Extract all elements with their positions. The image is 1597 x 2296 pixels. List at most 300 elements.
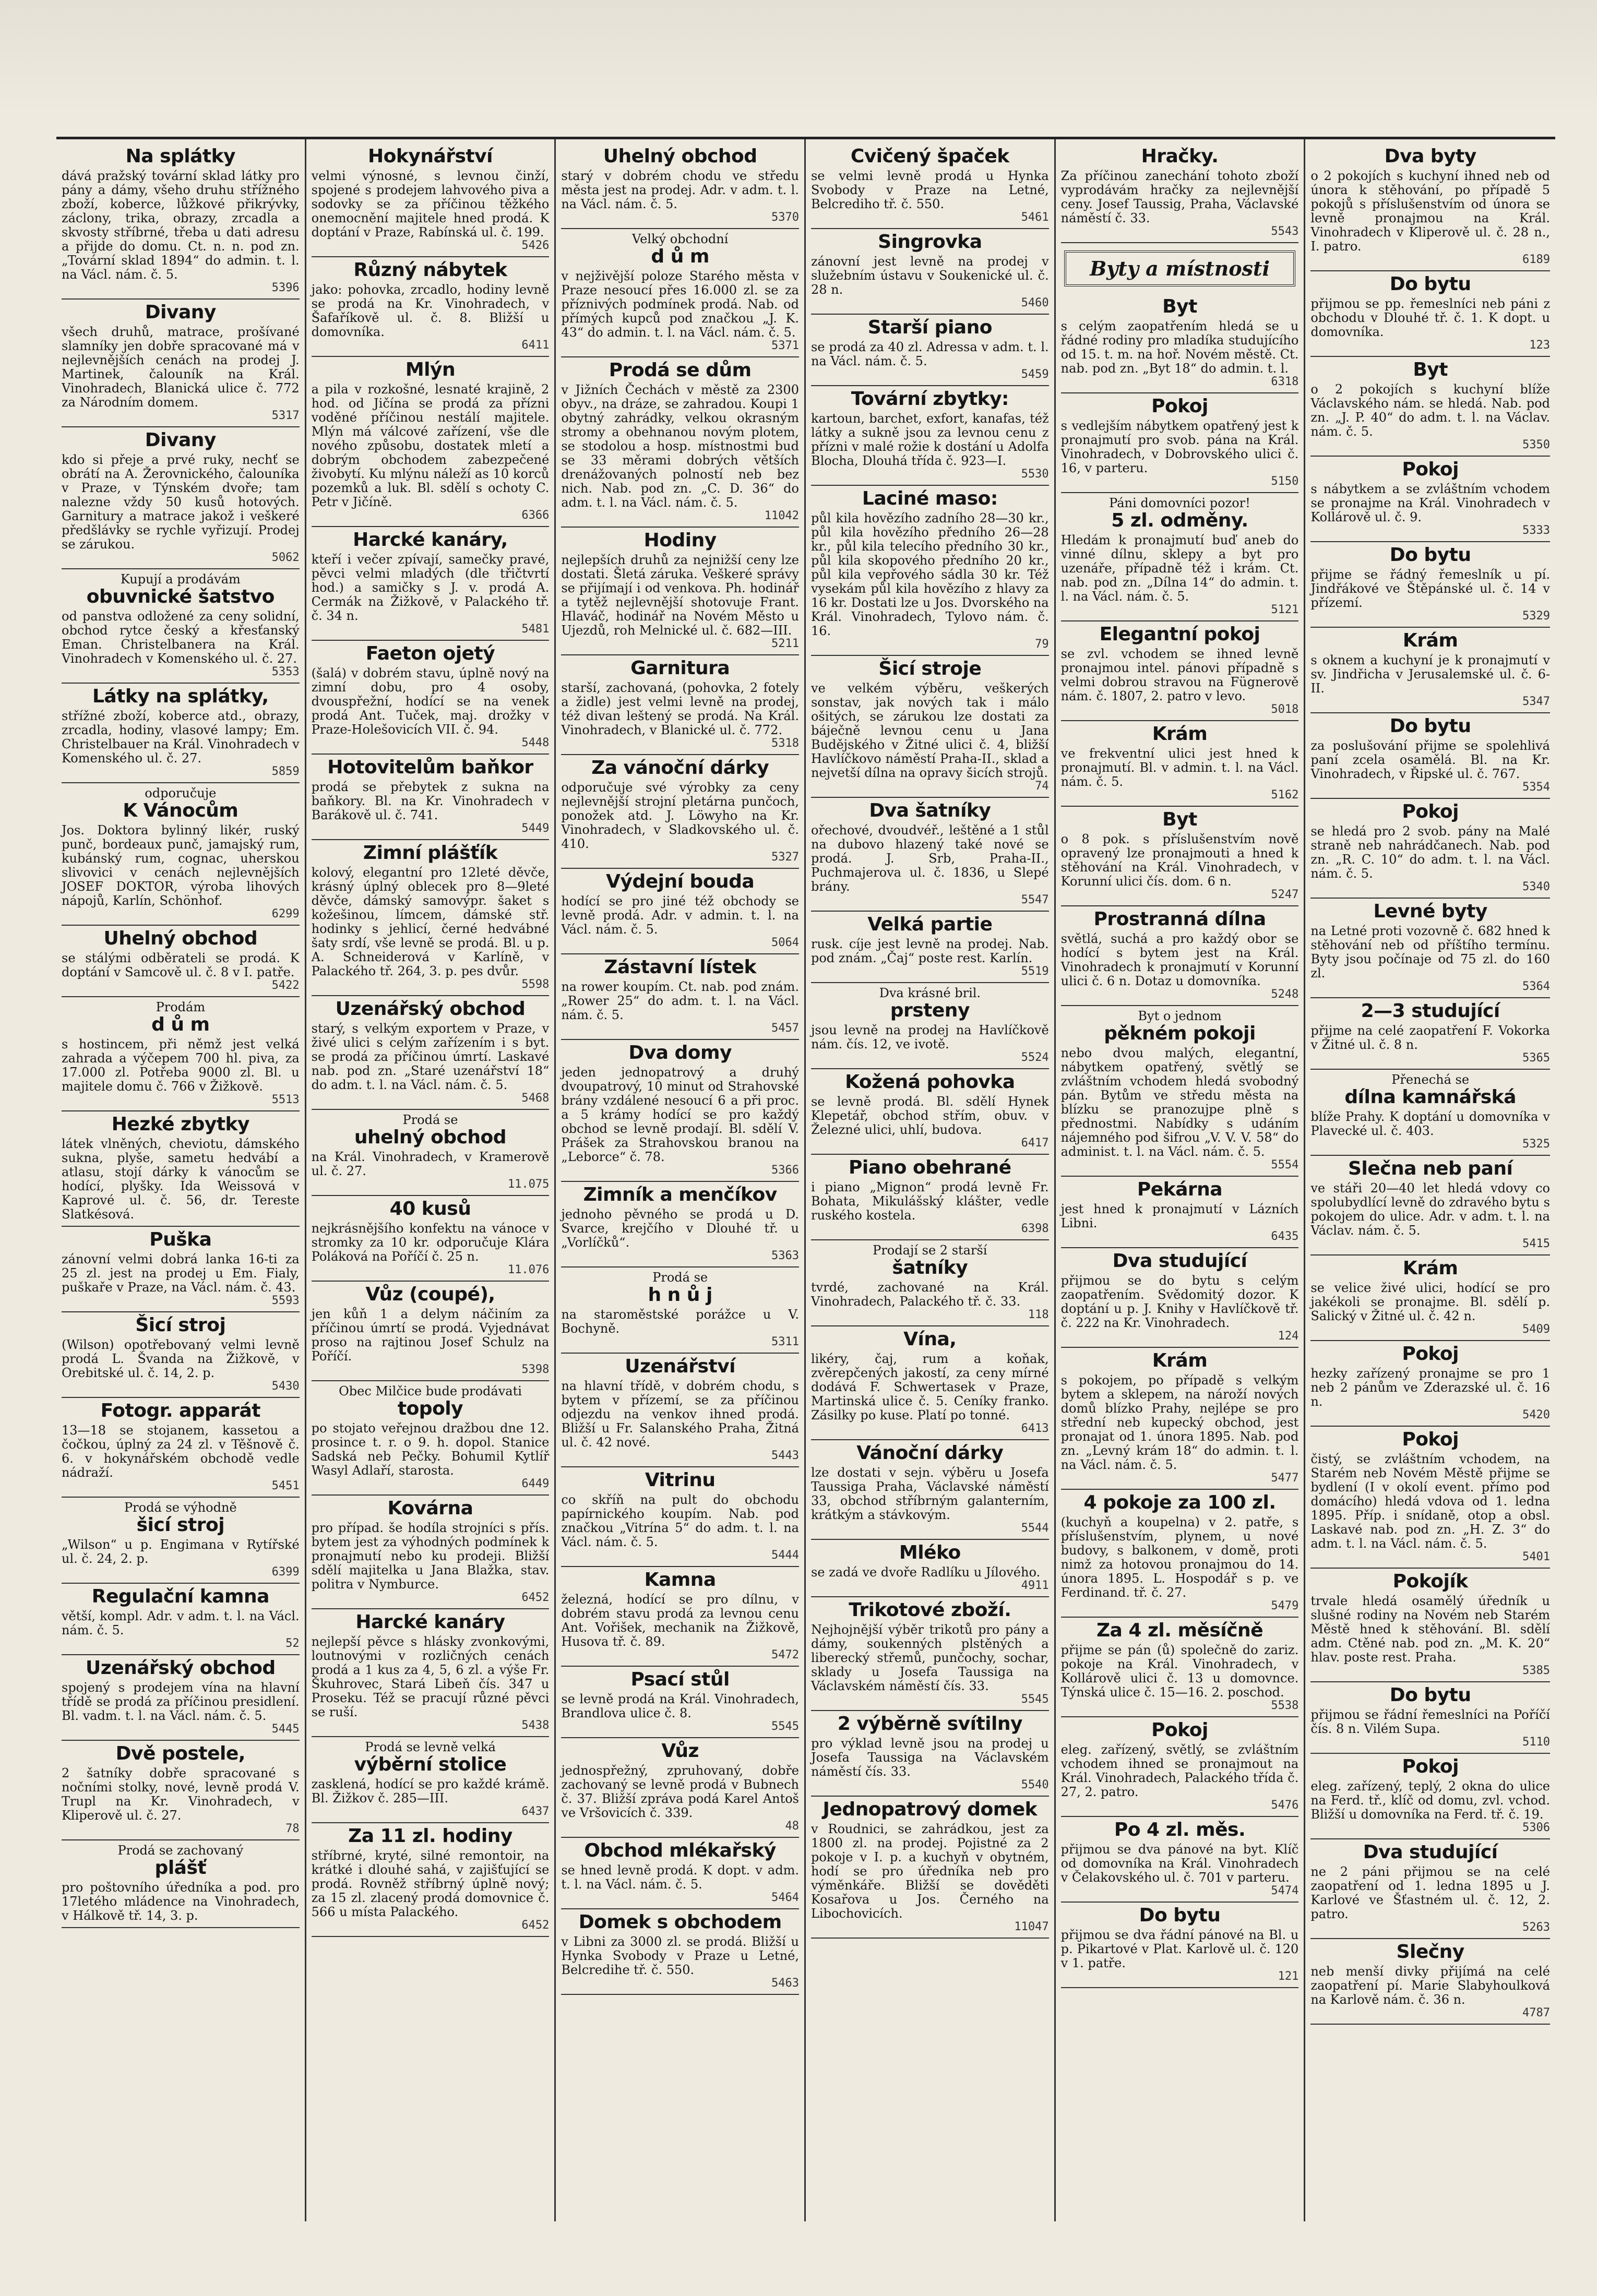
classified-ad [561, 1667, 799, 1738]
ad-number: 6411 [521, 339, 550, 352]
ad-text: eleg. zařízený, teplý, 2 okna do ulice na Ferd. tř., klíč od domu, zvl. vchod. Bližší u domovníka na Ferd. tř. č. 19. [1310, 1779, 1550, 1822]
classified-ad [811, 1440, 1049, 1540]
ad-title: Do bytu [1139, 1905, 1221, 1926]
ad-title: Kovárna [387, 1498, 473, 1519]
classified-ad [62, 1227, 300, 1312]
ad-text: přijme se pán (ů) společně do zariz. pokoje na Král. Vinohradech, v Kollárově ulici č. 13 u domovnce. Týnská ulice č. 15—16. 2. poschod. [1060, 1643, 1299, 1700]
ad-number: 6299 [271, 907, 300, 920]
classified-ad [1310, 1156, 1550, 1255]
ad-text: od panstva odložené za ceny solidní, obchod rytce český a křesťanský Eman. Christelbanera na Král. Vinohradech v Komenského ul. č. 27. [62, 609, 300, 666]
ad-text: trvale hledá osamělý úředník u slušné rodiny na Novém neb Starém Městě hned k stěhování. Bl. sdělí adm. Ctěné nab. pod zn. „M. K. 20“ hlav. poste rest. Praha. [1310, 1594, 1550, 1665]
ad-text: čistý, se zvláštním vchodem, na Starém neb Novém Městě přijme se bydlení (I v okolí event. přímo pod domácího) hledá vdova od 1. ledna 1895. Příp. i snídaně, otop a obsl. Laskavé nab. pod zn. „H. Z. 3“ do adm. t. l. na Václ. nám. č. 5. [1310, 1452, 1550, 1551]
column-3 [556, 139, 806, 2221]
ad-text: v Libni za 3000 zl. se prodá. Bližší u Hynka Svobody v Praze u Letné, Belcredihe tř. č. 550. [561, 1934, 799, 1977]
ad-number: 5545 [1021, 1693, 1049, 1706]
ad-text: tvrdé, zachované na Král. Vinohradech, Palackého tř. č. 33. [811, 1280, 1049, 1309]
ad-title: Na splátky [125, 146, 236, 167]
classified-ad [312, 1196, 550, 1282]
ad-title: Vůz (coupé), [365, 1284, 495, 1305]
classified-ad [811, 1240, 1049, 1326]
ad-text: přijmou se do bytu s celým zaopatřením. Svědomitý dozor. K doptání u p. J. Knihy v Havlíčkově tř. č. 222 na Kr. Vinohradech. [1060, 1273, 1299, 1330]
classified-ad [561, 528, 799, 655]
ad-pretitle: Přenechá se [1391, 1072, 1470, 1087]
ad-text: za poslušování přijme se spolehlivá paní zcela osamělá. Bl. na Kr. Vinohradech, v Řipské ul. č. 767. [1310, 738, 1550, 781]
ad-title: Zástavní lístek [604, 956, 756, 978]
classified-ad [1061, 1618, 1299, 1717]
ad-text: pro výklad levně jsou na prodej u Josefa Taussiga na Václavském náměstí čís. 33. [811, 1736, 1049, 1779]
classified-ad [62, 1312, 300, 1398]
classified-ad [561, 1267, 799, 1354]
ad-number: 5247 [1271, 888, 1299, 901]
ad-pretitle: Prodá se [402, 1113, 458, 1127]
classified-ad [312, 1282, 550, 1381]
classified-ad [1061, 1006, 1299, 1177]
classified-ad [811, 1069, 1049, 1155]
ad-number: 5422 [271, 979, 300, 992]
ad-number: 5110 [1522, 1736, 1550, 1749]
classified-ad [62, 300, 300, 427]
ad-title: Uhelný obchod [603, 146, 757, 167]
ad-title: Za vánoční dárky [591, 757, 769, 779]
section-heading: Byty a místnosti [1064, 250, 1296, 286]
ad-number: 5443 [771, 1449, 799, 1462]
ad-text: ve velkém výběru, veškerých sonstav, jak nových tak i málo ošitých, se zárukou lze dostati za báječně levnou cenu u Jana Budějského v Žitné ulici č. 4, bližší Havlíčkovo náměstí Praha-II., sklad a nejvetší dílna na opravy šicích strojů. [811, 681, 1049, 780]
ad-number: 48 [785, 1820, 799, 1833]
ad-text: s nábytkem a se zvláštním vchodem se pronajme na Král. Vinohradech v Kollárově ul. č. 9. [1310, 482, 1550, 524]
ad-number: 5363 [771, 1249, 799, 1262]
ad-text: železná, hodící se pro dílnu, v dobrém stavu prodá za levnou cenu Ant. Vořišek, mechanik na Žižkově, Husova tř. č. 89. [561, 1592, 799, 1649]
ad-text: o 8 pok. s příslušenstvím nově opravený lze pronajmouti a hned k stěhování na Král. Vinohradech, v Korunní ulici čís. dom. 6 n. [1060, 832, 1299, 889]
ad-text: látek vlněných, cheviotu, dámského sukna, plyše, sametu hedvábí a atlasu, stojí dárky k vánocům se hodící, plyšky. Ida Weissová v Kaprové ul. č. 56, dr. Tereste Slatkésová. [62, 1137, 300, 1222]
classified-ad [312, 1381, 550, 1496]
ad-text: neb menší divky přijímá na celé zaopatření pí. Marie Slabyhoulková na Karlově nám. č. 36 n. [1310, 1964, 1550, 2007]
classified-ad [1061, 1348, 1299, 1490]
ad-number: 5150 [1271, 475, 1299, 488]
ad-text: se prodá za 40 zl. Adressa v adm. t. l. na Václ. nám. č. 5. [811, 340, 1049, 368]
ad-pretitle: Prodá se zachovaný [117, 1843, 244, 1858]
ad-title: h n ů j [648, 1284, 712, 1306]
ad-title: Vánoční dárky [856, 1442, 1004, 1464]
ad-number: 5306 [1522, 1821, 1550, 1834]
ad-number: 4911 [1021, 1579, 1049, 1592]
ad-text: kteří i večer zpívají, samečky pravé, pěvci velmi mladých (dle třičtvrtí hod.) a samičky s J. v. prodá A. Cermák na Žižkově, v Palackého tř. č. 34 n. [311, 552, 550, 623]
ad-text: Hledám k pronajmutí buď aneb do vinné dílnu, sklepy a byt pro uzenáře, případně též i krám. Ct. nab. pod zn. „Dílna 14“ do admin. t. l. na Václ. nám. č. 5. [1060, 533, 1299, 604]
ad-title: Trikotové zboží. [849, 1599, 1011, 1621]
classified-ad [1310, 144, 1550, 271]
ad-text: o 2 pokojích s kuchyní ihned neb od února k stěhování, po případě 5 pokojů s příslušenstvím od února se levně pronajmou na Král. Vinohradech v Kliperově ul. č. 28 n., I. patro. [1310, 169, 1550, 254]
ad-pretitle: Kupují a prodávám [120, 572, 241, 587]
ad-number: 5409 [1522, 1323, 1550, 1336]
ad-text: (šalá) v dobrém stavu, úplně nový na zimní dobu, pro 4 osoby, dvouspřežní, hodící se na venek prodá Ant. Tuček, maj. drožky v Praze-Holešovicích VII. č. 94. [311, 666, 550, 737]
ad-number: 5545 [771, 1720, 799, 1733]
ad-title: Levné byty [1373, 901, 1487, 922]
ad-title: Pokoj [1402, 1756, 1459, 1777]
ad-text: prodá se přebytek z sukna na baňkory. Bl. na Kr. Vinohradech v Barákově ul. č. 741. [311, 780, 550, 822]
ad-number: 6318 [1271, 375, 1299, 388]
ad-title: Hotovitelům baňkor [327, 757, 533, 778]
classified-ad [1310, 271, 1550, 357]
ad-text: na rower koupím. Ct. nab. pod znám. „Rower 25“ do adm. t. l. na Václ. nám. č. 5. [561, 979, 799, 1022]
ad-number: 5333 [1522, 524, 1550, 537]
ad-title: výběrní stolice [354, 1754, 507, 1775]
ad-title: 2—3 studující [1361, 1000, 1500, 1022]
ad-title: Šicí stroje [878, 658, 982, 679]
ad-text: rusk. cíje jest levně na prodej. Nab. pod znám. „Čaj“ poste rest. Karlín. [811, 937, 1049, 965]
ad-number: 5448 [521, 736, 550, 749]
ad-pretitle: Dva krásné bril. [879, 986, 981, 1000]
ad-text: světlá, suchá a pro každý obor se hodící s bytem jest na Král. Vinohradech k pronajmutí v Korunní ulici č. 6 n. Dotaz u domovníka. [1060, 931, 1299, 988]
ad-title: Divany [145, 429, 216, 451]
ad-number: 5474 [1271, 1884, 1299, 1897]
ad-title: Pokoj [1151, 1719, 1208, 1741]
classified-ad [561, 655, 799, 755]
ad-number: 5519 [1021, 965, 1049, 978]
ad-pretitle: odporučuje [145, 786, 217, 800]
ad-number: 123 [1529, 339, 1550, 352]
ad-title: Jednopatrový domek [823, 1799, 1038, 1820]
ad-text: jeden jednopatrový a druhý dvoupatrový, 10 minut od Strahovské brány vzdálené nesoucí 6 a při proc. a 5 krámy hodící se pro každý obchod se levně prodají. Bl. sdělí V. Prášek za Strahovskou branou na „Leborce“ č. 78. [561, 1065, 799, 1164]
ad-title: Slečna neb paní [1348, 1158, 1513, 1179]
classified-ad [62, 1584, 300, 1655]
ad-number: 5547 [1021, 893, 1049, 906]
ad-text: v Roudnici, se zahrádkou, jest za 1800 zl. na prodej. Pojistné za 2 pokoje v I. p. a kuchyň v obytném, hodí se pro úředníka neb pro výměnkáře. Bližší se dověděti Kosařova u Jos. Černého na Libochovicích. [811, 1822, 1049, 1921]
ad-number: 5449 [521, 822, 550, 835]
ad-title: Regulační kamna [91, 1586, 269, 1607]
ad-number: 6435 [1271, 1230, 1299, 1243]
ad-text: jest hned k pronajmutí v Lázních Libni. [1060, 1202, 1299, 1230]
classified-ad [1310, 1682, 1550, 1754]
column-1 [56, 139, 306, 2221]
ad-number: 5445 [271, 1723, 300, 1736]
ad-text: nejkrásnějšího konfektu na vánoce v stromky za 10 kr. odporučuje Klára Poláková na Poříčí č. 25 n. [311, 1221, 550, 1264]
ad-title: Pokoj [1402, 459, 1459, 480]
ad-text: se zvl. vchodem se ihned levně pronajmou intel. pánovi případně s velmi dobrou stravou na Fügnerově nám. č. 1807, 2. patro v levo. [1060, 647, 1299, 703]
classified-ad [1310, 542, 1550, 628]
ad-text: odporučuje své výrobky za ceny nejlevnější strojní pletárna punčoch, ponožek atd. J. Löwyho na Kr. Vinohradech, v Sladkovského ul. č. 410. [561, 780, 799, 851]
ad-number: 6398 [1021, 1222, 1049, 1235]
classified-ad [62, 1840, 300, 1928]
classified-ad [561, 1182, 799, 1267]
classified-ad [1061, 393, 1299, 493]
classified-ad [312, 755, 550, 840]
ad-number: 5426 [521, 239, 550, 252]
ad-number: 5329 [1522, 609, 1550, 623]
ad-text: kdo si přeje a prvé ruky, nechť se obrátí na A. Žerovnického, čalouníka v Praze, v Týnském dvoře; tam nalezne vždy 50 kusů hotových. Garnitury a matrace jakož i veškeré předšlávky se rychle vyřizují. Prodej se zárukou. [62, 452, 300, 552]
ad-number: 6452 [521, 1591, 550, 1604]
ad-title: Vůz [661, 1740, 699, 1762]
ad-title: Uhelný obchod [103, 928, 258, 949]
classified-ad [1310, 998, 1550, 1070]
ad-number: 5513 [271, 1093, 300, 1106]
ad-number: 11042 [764, 509, 799, 522]
classified-ad [62, 569, 300, 684]
ad-title: Dva studující [1363, 1841, 1498, 1863]
ad-number: 5353 [271, 665, 300, 678]
ad-number: 5444 [771, 1549, 799, 1562]
ad-number: 6413 [1021, 1422, 1049, 1435]
classified-ad [62, 783, 300, 926]
classified-ad [1310, 357, 1550, 457]
classified-ad [1310, 799, 1550, 899]
ad-number: 5593 [271, 1294, 300, 1307]
ad-title: Prostranná dílna [1093, 908, 1266, 930]
ad-title: Mlýn [405, 359, 456, 380]
ad-title: Pekárna [1137, 1179, 1223, 1200]
ad-text: se zadá ve dvoře Radlíku u Jílového. [811, 1565, 1041, 1580]
classified-ad [312, 641, 550, 755]
ad-text: a pila v rozkošné, lesnaté krajině, 2 hod. od Jičína se prodá za přízni voděné příčinou nestálí majitele. Mlýn má válcové zařízení, vše dle nového způsobu, dostatek mletí a dobrým obchodem zabezpečené živobytí. Ku mlýnu náleží as 10 korců pozemků a luk. Bl. sdělí s ochoty C. Petr v Jičíně. [311, 382, 550, 509]
ad-number: 5438 [521, 1719, 550, 1732]
classified-ad [1061, 1177, 1299, 1248]
ad-text: kartoun, barchet, exfort, kanafas, též látky a sukně jsou za levnou cenu z přízni v malé rožie k dostání u Adolfa Blocha, Dlouhá třída č. 923—I. [811, 411, 1049, 468]
ad-text: jednoho pěvného se prodá u D. Svarce, krejčího v Dlouhé tř. u „Vorlíčků“. [561, 1207, 799, 1250]
ad-pretitle: Prodám [156, 1000, 206, 1014]
ad-title: Divany [145, 302, 216, 323]
classified-ad [1310, 1341, 1550, 1427]
ad-text: ve frekventní ulici jest hned k pronajmutí. Bl. v admin. t. l. na Václ. nám. č. 5. [1060, 746, 1299, 789]
ad-title: Šicí stroj [135, 1314, 226, 1336]
ad-number: 5340 [1522, 880, 1550, 893]
classified-ad [312, 1496, 550, 1609]
ad-title: Byt [1162, 809, 1197, 830]
ad-number: 121 [1278, 1970, 1299, 1983]
ad-number: 5121 [1271, 603, 1299, 616]
classified-ad [1310, 1255, 1550, 1341]
ad-number: 74 [1035, 780, 1049, 793]
classified-ad [811, 1711, 1049, 1797]
classified-ad [1061, 493, 1299, 621]
ad-number: 5364 [1522, 980, 1550, 993]
ad-number: 5263 [1522, 1921, 1550, 1934]
ad-title: Starší piano [867, 317, 992, 338]
ad-number: 5524 [1021, 1051, 1049, 1064]
ad-number: 6417 [1021, 1137, 1049, 1150]
ad-number: 5317 [271, 409, 300, 422]
classified-ad [811, 229, 1049, 315]
ad-title: Krám [1402, 1258, 1458, 1279]
ad-text: po stojato veřejnou dražbou dne 12. prosince t. r. o 9. h. dopol. Stanice Sadská neb Pečky. Bohumil Kytlíř Wasyl Adlaří, starosta. [311, 1421, 550, 1478]
classified-ad [1310, 1939, 1550, 2025]
column-4 [806, 139, 1056, 2221]
ad-title: Faeton ojetý [365, 643, 495, 664]
ad-text: na Král. Vinohradech, v Kramerově ul. č. 27. [311, 1150, 550, 1178]
ad-number: 79 [1035, 638, 1049, 651]
ad-title: Cvičený špaček [850, 146, 1009, 167]
ad-title: Uzenářský obchod [335, 998, 526, 1020]
ad-text: se velmi levně prodá u Hynka Svobody v Praze na Letné, Belcrediho tř. č. 550. [811, 169, 1049, 211]
classified-ad [1310, 713, 1550, 799]
ad-number: 5385 [1522, 1664, 1550, 1677]
ad-number: 5479 [1271, 1599, 1299, 1612]
ad-pretitle: Prodají se 2 starší [873, 1243, 987, 1258]
ad-text: pro případ. še hodíla strojníci s přís. bytem jest za výhodných podmínek k pronajmutí nebo ku prodeji. Bližší sdělí majitelka u Jana Blažka, stav. politra v Nymburce. [311, 1521, 550, 1592]
ad-text: přijme se řádný řemeslník u pí. Jindřákové ve Štěpánské ul. č. 14 v přízemí. [1310, 567, 1550, 610]
ad-number: 5365 [1522, 1051, 1550, 1065]
classified-ad [312, 840, 550, 996]
classified-ad [312, 257, 550, 357]
ad-title: 40 kusů [389, 1198, 471, 1219]
ad-title: Za 11 zl. hodiny [348, 1825, 513, 1847]
ad-title: Krám [1402, 630, 1458, 651]
ad-text: přijmou se dva pánové na byt. Klíč od domovníka na Král. Vinohradech v Čelakovského ul. č. 701 v parteru. [1060, 1842, 1299, 1885]
classified-ad [62, 997, 300, 1111]
ad-number: 5460 [1021, 296, 1049, 309]
ad-text: stříbrné, kryté, silné remontoir, na krátké i dlouhé sahá, v zajišťující se prodá. Rovněž stříbrný úplně nový; za 15 zl. zlacený prodá domovnice č. 566 u místa Palackého. [311, 1848, 550, 1919]
ad-number: 118 [1028, 1308, 1049, 1321]
ad-number: 5366 [771, 1164, 799, 1177]
classified-ad [561, 755, 799, 869]
ad-title: Tovární zbytky: [851, 388, 1009, 410]
ad-title: Do bytu [1389, 715, 1471, 737]
ad-text: jsou levně na prodej na Havlíčkově nám. čís. 12, ve ivotě. [811, 1023, 1049, 1051]
ad-title: uhelný obchod [354, 1127, 507, 1148]
ad-text: jednospřežný, zpruhovaný, dobře zachovaný se levně prodá v Bubnech č. 37. Bližší zpráva podá Karel Antoš ve Vršovicích č. 339. [561, 1763, 799, 1820]
ad-text: Za příčinou zanechání tohoto zboží vyprodávám hračky za nejlevnější ceny. Josef Taussig, Praha, Václavské náměstí č. 33. [1060, 169, 1299, 225]
ad-text: v Jižních Čechách v městě za 2300 obyv., na dráze, se zahradou. Koupi 1 obytný zahrádky, velkou okrasným stromy a obehnanou novým plotem, se stodolou a hosp. místnostmi bud se 33 měrami dobrých větších drenážovaných polností neb bez nich. Nab. pod zn. „C. D. 36“ do adm. t. l. na Václ. nám. č. 5. [561, 382, 799, 510]
ad-text: přijmou se dva řádní pánové na Bl. u p. Pikartové v Plat. Karlově ul. č. 120 v 1. patře. [1060, 1928, 1299, 1970]
ad-text: s celým zaopatřením hledá se u řádné rodiny pro mladíka studujícího od 15. t. m. na hoř. Novém městě. Ct. nab. pod zn. „Byt 18“ do admin. t. l. [1060, 319, 1299, 376]
ad-title: Krám [1152, 1350, 1208, 1371]
classified-ad [811, 1597, 1049, 1711]
ad-number: 5350 [1522, 438, 1550, 451]
ad-title: Vitrinu [645, 1469, 716, 1491]
classified-ad [811, 1540, 1049, 1597]
ad-title: 4 pokoje za 100 zl. [1083, 1492, 1276, 1513]
ad-text: nebo dvou malých, elegantní, nábytkem opatřený, světlý se zvláštním vchodem hledá svobodný pán. Bytům ve středu města na blízku se pranozujpe plně s přednostmi. Nabídky s udáním nájemného pod šifrou „V. V. V. 58“ do administ. t. l. na Václ. nám. č. 5. [1060, 1046, 1299, 1159]
ad-number: 5370 [771, 211, 799, 224]
ad-text: s hostincem, při němž jest velká zahrada a výčepem 700 hl. piva, za 17.000 zl. Potřeba 9000 zl. Bl. u majitele domu č. 766 v Žižkově. [62, 1037, 300, 1094]
ad-text: lze dostati v sejn. výběru u Josefa Taussiga Praha, Václavské náměstí 33, obchod stříbrným galanterním, krátkým a stávkovým. [811, 1465, 1049, 1522]
ad-text: nejlepších druhů za nejnižší ceny lze dostati. Šletá záruka. Veškeré správy se přijímají i od venkova. Ph. hodinář a tytěž nejlevnější shotovuje Frant. Hlaváč, hodinář na Novém Město u Ujezdů, roh Melnické ul. č. 682—III. [561, 553, 799, 638]
classified-ad [62, 684, 300, 783]
ad-title: Látky na splátky, [92, 686, 269, 707]
classified-ad [1310, 1839, 1550, 1939]
classified-ad [561, 1838, 799, 1909]
ad-text: ve stáři 20—40 let hledá vdovy co spolubydlící levně do zdravého bytu s pokojem do ulice. Adr. v adm. t. l. na Václav. nám. č. 5. [1310, 1181, 1550, 1238]
ad-number: 5248 [1271, 988, 1299, 1001]
ad-number: 5420 [1522, 1408, 1550, 1421]
ad-text: blíže Prahy. K doptání u domovníka v Plavecké ul. č. 403. [1310, 1109, 1550, 1138]
ad-title: plášť [154, 1857, 207, 1879]
classified-ad [561, 1040, 799, 1182]
ad-number: 5859 [271, 765, 300, 778]
ad-title: Dva domy [628, 1042, 732, 1063]
ad-number: 5062 [271, 551, 300, 564]
ad-title: Hokynářství [368, 146, 493, 167]
ad-text: přijmou se pp. řemeslníci neb páni z obchodu v Dlouhé tř. č. 1. K dopt. u domovníka. [1310, 296, 1550, 339]
ad-title: K Vánocům [123, 800, 239, 821]
ad-title: Mléko [899, 1542, 961, 1563]
classified-ad [62, 427, 300, 569]
ad-title: Slečny [1396, 1941, 1464, 1963]
ad-number: 6399 [271, 1565, 300, 1578]
column-5 [1056, 139, 1306, 2221]
ad-title: Zimní plášťík [363, 842, 498, 864]
scan-top-margin [0, 0, 1597, 115]
ad-number: 5463 [771, 1977, 799, 1990]
classified-ad [1061, 1490, 1299, 1618]
ad-title: Velká partie [867, 914, 993, 935]
classified-ad [312, 527, 550, 641]
ad-text: co skříň na pult do obchodu papírnického koupím. Nab. pod značkou „Vitrína 5“ do adm. t. l. na Václ. nám. č. 5. [561, 1492, 799, 1549]
ad-number: 5396 [271, 281, 300, 294]
classified-ad [1310, 1754, 1550, 1839]
ad-number: 5543 [1271, 225, 1299, 238]
classified-ad [312, 1609, 550, 1737]
ad-number: 5554 [1271, 1158, 1299, 1171]
classified-ad [561, 229, 799, 357]
classified-ad [811, 798, 1049, 912]
ad-text: se hned levně prodá. K dopt. v adm. t. l. na Václ. nám. č. 5. [561, 1863, 799, 1892]
ad-text: pro poštovního úředníka a pod. pro 17letého mládence na Vinohradech, v Hálkově tř. 14, 3. p. [62, 1880, 300, 1923]
ad-number: 5311 [771, 1335, 799, 1348]
ad-pretitle: Prodá se výhodně [124, 1500, 237, 1515]
ad-title: Obchod mlékařský [584, 1840, 776, 1861]
ad-number: 5464 [771, 1891, 799, 1904]
ad-title: Dvě postele, [115, 1743, 245, 1764]
ad-number: 6449 [521, 1477, 550, 1490]
ad-title: prsteny [890, 1000, 970, 1021]
classified-ad [1061, 1817, 1299, 1903]
ad-text: s oknem a kuchyní je k pronajmutí v sv. Jindřicha v Jerusalemské ul. č. 6-II. [1310, 653, 1550, 696]
ad-number: 5325 [1522, 1138, 1550, 1151]
classified-ad [1061, 621, 1299, 721]
ad-number: 5162 [1271, 788, 1299, 802]
ad-text: s pokojem, po případě s velkým bytem a sklepem, na nároží nových domů blízko Prahy, nejlépe se pro střední neb kupecký obchod, jest pronajat od 1. února 1895. Nab. pod zn. „Levný krám 18“ do admin. t. l. na Václ. nám. č. 5. [1060, 1373, 1299, 1472]
ad-pretitle: Obec Milčice bude prodávati [339, 1384, 522, 1398]
ad-number: 5327 [771, 851, 799, 864]
ad-title: topoly [397, 1398, 463, 1419]
ad-pretitle: Prodá se [652, 1270, 708, 1285]
classified-ad [1310, 628, 1550, 713]
classified-ad [811, 656, 1049, 798]
ad-number: 5064 [771, 936, 799, 949]
ad-number: 124 [1278, 1330, 1299, 1343]
ad-text: všech druhů, matrace, prošívané slamníky jen dobře spracované má v nejlevnějších cenách na prodej J. Martinek, čalouník na Král. Vinohradech, Blanická ulice č. 772 za Národním domem. [62, 325, 300, 410]
classified-ad [1310, 1427, 1550, 1569]
ad-title: Kamna [644, 1569, 716, 1591]
classified-ad [62, 926, 300, 997]
ad-text: velmi výnosné, s levnou činží, spojené s prodejem lahvového piva a sodovky se za příčinou těžkého onemocnění majitele hned prodá. K doptání v Praze, Rabínská ul. č. 199. [311, 169, 550, 240]
ad-title: Hračky. [1141, 146, 1219, 167]
ad-title: Za 4 zl. měsíčně [1096, 1620, 1264, 1641]
classified-ad [561, 1354, 799, 1467]
ad-text: nejlepší pěvce s hlásky zvonkovými, loutnovými v rozličných cenách prodá a 1 kus za 4, 5, 6 zl. a výše Fr. Škuhrovec, Stará Libeň čís. 347 u Proseku. Též se pracují různé pěvci se ruší. [311, 1634, 550, 1719]
classified-ad [1061, 1717, 1299, 1817]
ad-title: Pokojík [1392, 1571, 1468, 1592]
ad-number: 11047 [1014, 1920, 1049, 1933]
ad-number: 6366 [521, 509, 550, 522]
ad-text: zánovní velmi dobrá lanka 16-ti za 25 zl. jest na prodej u Em. Fialy, puškaře v Praze, na Václ. nám. č. 43. [62, 1252, 300, 1295]
column-6 [1305, 139, 1555, 2221]
ad-text: na hlavní třídě, v dobrém chodu, s bytem v přízemí, se za příčinou odjezdu na venkov ihned prodá. Bližší u Fr. Salanského Praha, Žitná ul. č. 42 nové. [561, 1379, 799, 1450]
classified-ad [62, 1498, 300, 1584]
classified-ad [312, 144, 550, 257]
classified-ad [1061, 144, 1299, 243]
ad-text: se velice živé ulici, hodící se pro jakékoli se pronajme. Bl. sdělí p. Salický v Žitné ul. č. 42 n. [1310, 1281, 1550, 1323]
ad-title: Singrovka [878, 231, 982, 253]
ad-number: 5540 [1021, 1778, 1049, 1791]
ad-title: Byt [1162, 296, 1197, 317]
ad-number: 5398 [521, 1363, 550, 1376]
ad-title: pěkném pokoji [1104, 1023, 1256, 1044]
ad-text: Jos. Doktora bylinný likér, ruský punč, bordeaux punč, jamajský rum, kubánský rum, cognac, uherskou slivovici v cenách nejlevnějších JOSEF DOKTOR, výroba lihových nápojů, Karlín, Schönhof. [62, 823, 300, 908]
ad-title: Výdejní bouda [606, 871, 755, 892]
classified-ad [811, 1797, 1049, 1939]
ad-number: 11.075 [507, 1178, 550, 1191]
ad-title: obuvnické šatstvo [86, 586, 275, 607]
classified-ad [1061, 294, 1299, 393]
